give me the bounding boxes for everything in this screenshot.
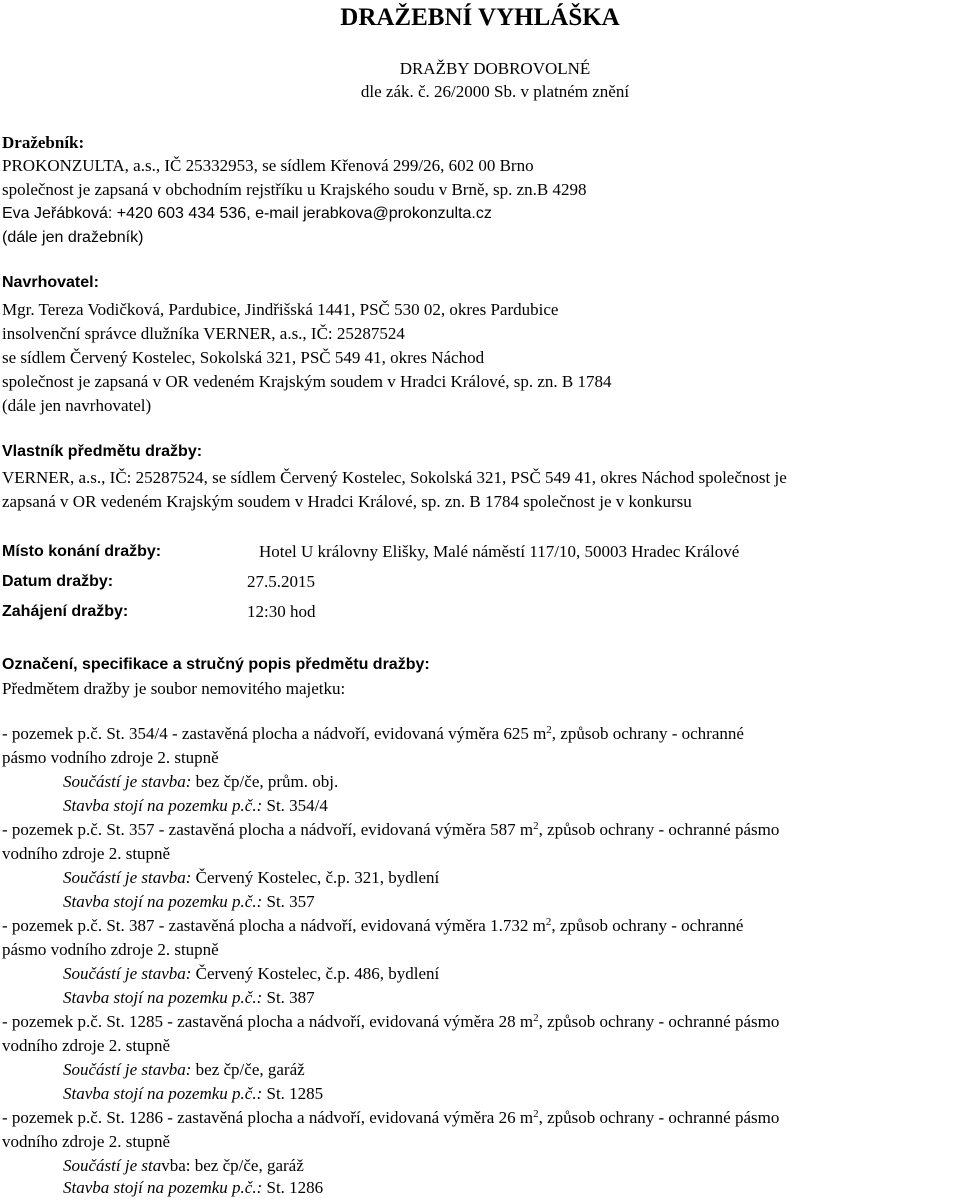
petitioner-line: Mgr. Tereza Vodičková, Pardubice, Jindřišská 1441, PSČ 530 02, okres Pardubice	[2, 300, 559, 319]
petitioner-note: (dále jen navrhovatel)	[2, 396, 152, 415]
building-location: Stavba stojí na pozemku p.č.: St. 1286	[63, 1178, 324, 1197]
auctioneer-contact: Eva Jeřábková: +420 603 434 536, e-mail jerabkova@prokonzulta.cz	[2, 205, 492, 222]
parcel-protection: pásmo vodního zdroje 2. stupně	[2, 940, 219, 959]
parcel-line: - pozemek p.č. St. 1285 - zastavěná plocha a nádvoří, evidovaná výměra 28 $m^2$, způsob ochrany - ochranné pásmo	[2, 1012, 780, 1031]
start-label: Zahájení dražby:	[2, 603, 129, 620]
building-part: Součástí je stavba: Červený Kostelec, č.p. 486, bydlení	[63, 964, 440, 983]
building-part: Součástí je stavba: Červený Kostelec, č.p. 321, bydlení	[63, 868, 440, 887]
petitioner-heading: Navrhovatel:	[2, 274, 99, 291]
building-location: Stavba stojí na pozemku p.č.: St. 357	[63, 892, 315, 911]
petitioner-line: společnost je zapsaná v OR vedeném Krajským soudem v Hradci Králové, sp. zn. B 1784	[2, 372, 612, 391]
parcel-protection: vodního zdroje 2. stupně	[2, 844, 171, 863]
date-value: 27.5.2015	[247, 572, 315, 591]
subject-heading: Označení, specifikace a stručný popis předmětu dražby:	[2, 656, 430, 673]
auctioneer-heading: Dražebník:	[2, 133, 85, 152]
parcel-line: - pozemek p.č. St. 354/4 - zastavěná plocha a nádvoří, evidovaná výměra 625 $m^2$, způsob ochrany - ochranné	[2, 724, 744, 743]
auctioneer-line: PROKONZULTA, a.s., IČ 25332953, se sídlem Křenová 299/26, 602 00 Brno	[2, 156, 534, 175]
auctioneer-note: (dále jen dražebník)	[2, 229, 144, 246]
document-title: DRAŽEBNÍ VYHLÁŠKA	[340, 4, 620, 31]
owner-line: zapsaná v OR vedeném Krajským soudem v Hradci Králové, sp. zn. B 1784 společnost je v konkursu	[2, 492, 692, 511]
building-part: Součástí je stavba: bez čp/če, prům. obj.	[63, 772, 339, 791]
venue-value: Hotel U královny Elišky, Malé náměstí 117/10, 50003 Hradec Králové	[259, 542, 740, 561]
owner-line: VERNER, a.s., IČ: 25287524, se sídlem Červený Kostelec, Sokolská 321, PSČ 549 41, okres Náchod společnost je	[2, 468, 787, 487]
parcel-line: - pozemek p.č. St. 357 - zastavěná plocha a nádvoří, evidovaná výměra 587 $m^2$, způsob ochrany - ochranné pásmo	[2, 820, 780, 839]
owner-heading: Vlastník předmětu dražby:	[2, 443, 203, 460]
parcel-protection: pásmo vodního zdroje 2. stupně	[2, 748, 219, 767]
parcel-line: - pozemek p.č. St. 1286 - zastavěná plocha a nádvoří, evidovaná výměra 26 $m^2$, způsob ochrany - ochranné pásmo	[2, 1108, 780, 1127]
petitioner-line: insolvenční správce dlužníka VERNER, a.s., IČ: 25287524	[2, 324, 405, 343]
parcel-line: - pozemek p.č. St. 387 - zastavěná plocha a nádvoří, evidovaná výměra 1.732 $m^2$, způsob ochrany - ochranné	[2, 916, 744, 935]
parcel-protection: vodního zdroje 2. stupně	[2, 1132, 171, 1151]
building-part: Součástí je stavba: bez čp/če, garáž	[63, 1156, 304, 1175]
auctioneer-line: společnost je zapsaná v obchodním rejstříku u Krajského soudu v Brně, sp. zn.B 4298	[2, 180, 587, 199]
petitioner-line: se sídlem Červený Kostelec, Sokolská 321, PSČ 549 41, okres Náchod	[2, 348, 485, 367]
building-location: Stavba stojí na pozemku p.č.: St. 387	[63, 988, 315, 1007]
start-value: 12:30 hod	[247, 602, 316, 621]
parcel-protection: vodního zdroje 2. stupně	[2, 1036, 171, 1055]
building-part: Součástí je stavba: bez čp/če, garáž	[63, 1060, 305, 1079]
auction-type: DRAŽBY DOBROVOLNÉ	[399, 59, 591, 78]
venue-label: Místo konání dražby:	[2, 543, 162, 560]
subject-intro: Předmětem dražby je soubor nemovitého majetku:	[2, 679, 346, 698]
building-location: Stavba stojí na pozemku p.č.: St. 1285	[63, 1084, 324, 1103]
date-label: Datum dražby:	[2, 573, 114, 590]
building-location: Stavba stojí na pozemku p.č.: St. 354/4	[63, 796, 328, 815]
legal-basis: dle zák. č. 26/2000 Sb. v platném znění	[360, 82, 630, 101]
